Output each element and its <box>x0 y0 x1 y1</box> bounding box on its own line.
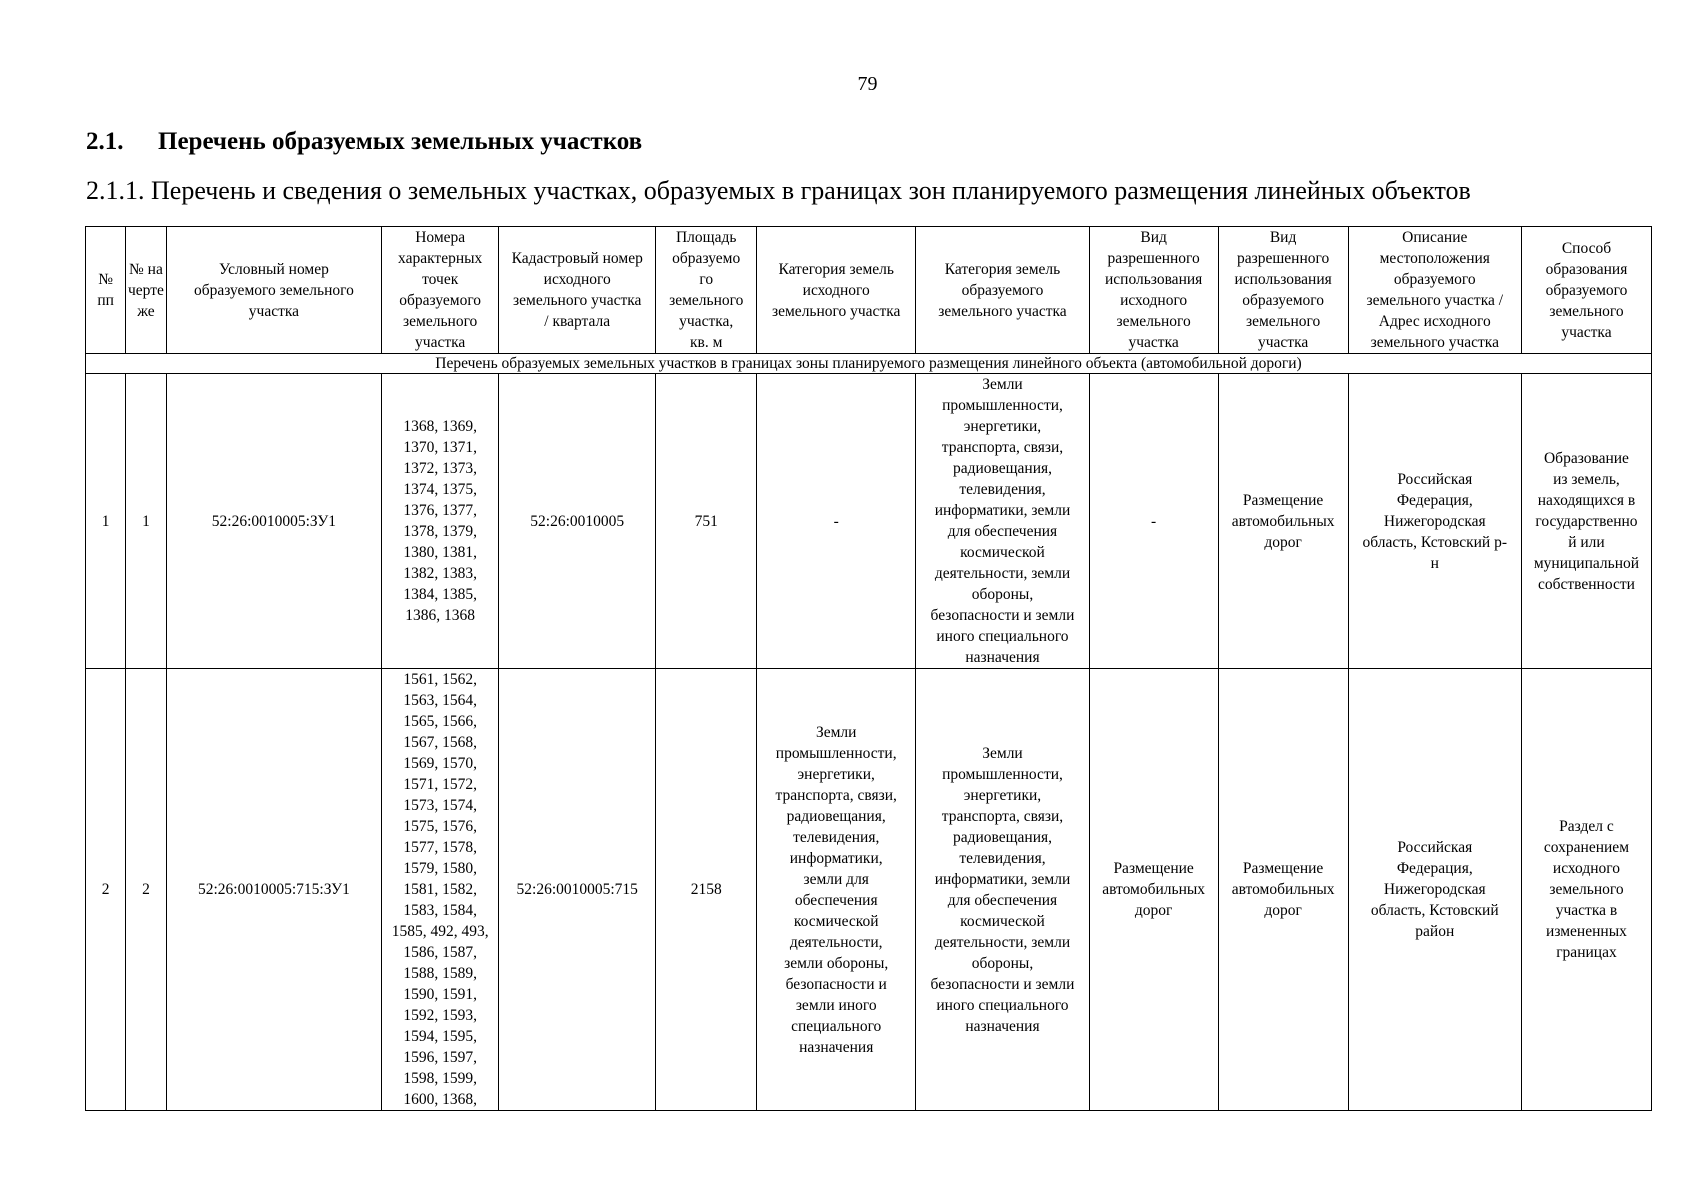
col-header-area: Площадь образуемо го земельного участка, кв. м <box>656 227 757 354</box>
cell-new-use: Размещение автомобильных дорог <box>1218 374 1348 669</box>
cell-source-category: - <box>757 374 916 669</box>
cell-source-use: - <box>1089 374 1218 669</box>
col-header-drawing-no: № на черте же <box>126 227 166 354</box>
col-header-pp: № пп <box>86 227 126 354</box>
cell-method: Раздел с сохранением исходного земельного участка в измененных границах <box>1521 669 1651 1111</box>
section-heading <box>86 128 642 156</box>
col-header-source-use: Вид разрешенного использования исходного земельного участка <box>1089 227 1218 354</box>
cell-conditional-number: 52:26:0010005:ЗУ1 <box>166 374 382 669</box>
cell-new-category: Земли промышленности, энергетики, транспорта, связи, радиовещания, телевидения, информатики, земли для обеспечения космической деятельности, земли обороны, безопасности и земли иного специального назначения <box>916 374 1089 669</box>
cell-pp: 1 <box>86 374 126 669</box>
cell-location: Российская Федерация, Нижегородская область, Кстовский район <box>1348 669 1521 1111</box>
section-title-cell: Перечень образуемых земельных участков в границах зоны планируемого размещения линейного объекта (автомобильной дороги) <box>86 354 1652 374</box>
table-row <box>86 669 1652 1111</box>
col-header-cadastral-number: Кадастровый номер исходного земельного участка / квартала <box>499 227 656 354</box>
table-header-row <box>86 227 1652 354</box>
col-header-source-category: Категория земель исходного земельного участка <box>757 227 916 354</box>
cell-cadastral-number: 52:26:0010005 <box>499 374 656 669</box>
cell-source-category: Земли промышленности, энергетики, транспорта, связи, радиовещания, телевидения, информатики, земли для обеспечения космической деятельности, земли обороны, безопасности и земли иного специального назначения <box>757 669 916 1111</box>
cell-area: 2158 <box>656 669 757 1111</box>
cell-points: 1368, 1369, 1370, 1371, 1372, 1373, 1374, 1375, 1376, 1377, 1378, 1379, 1380, 1381, 1382, 1383, 1384, 1385, 1386, 1368 <box>382 374 499 669</box>
cell-points: 1561, 1562, 1563, 1564, 1565, 1566, 1567, 1568, 1569, 1570, 1571, 1572, 1573, 1574, 1575, 1576, 1577, 1578, 1579, 1580, 1581, 1582, 1583, 1584, 1585, 492, 493, 1586, 1587, 1588, 1589, 1590, 1591, 1592, 1593, 1594, 1595, 1596, 1597, 1598, 1599, 1600, 1368, <box>382 669 499 1111</box>
col-header-new-category: Категория земель образуемого земельного участка <box>916 227 1089 354</box>
cell-location: Российская Федерация, Нижегородская область, Кстовский р- н <box>1348 374 1521 669</box>
cell-new-use: Размещение автомобильных дорог <box>1218 669 1348 1111</box>
section-number: 2.1. <box>86 128 124 155</box>
col-header-location: Описание местоположения образуемого земельного участка / Адрес исходного земельного участка <box>1348 227 1521 354</box>
cell-cadastral-number: 52:26:0010005:715 <box>499 669 656 1111</box>
table-row <box>86 374 1652 669</box>
cell-method: Образование из земель, находящихся в государственно й или муниципальной собственности <box>1521 374 1651 669</box>
table-section-row <box>86 354 1652 374</box>
col-header-conditional-number: Условный номер образуемого земельного участка <box>166 227 382 354</box>
cell-source-use: Размещение автомобильных дорог <box>1089 669 1218 1111</box>
col-header-points: Номера характерных точек образуемого земельного участка <box>382 227 499 354</box>
subsection-heading: 2.1.1. Перечень и сведения о земельных участках, образуемых в границах зон планируемого размещения линейных объектов <box>86 176 1471 205</box>
col-header-new-use: Вид разрешенного использования образуемого земельного участка <box>1218 227 1348 354</box>
cell-conditional-number: 52:26:0010005:715:ЗУ1 <box>166 669 382 1111</box>
section-title: Перечень образуемых земельных участков <box>158 128 643 155</box>
cell-new-category: Земли промышленности, энергетики, транспорта, связи, радиовещания, телевидения, информатики, земли для обеспечения космической деятельности, земли обороны, безопасности и земли иного специального назначения <box>916 669 1089 1111</box>
cell-drawing-no: 2 <box>126 669 166 1111</box>
land-plots-table <box>85 226 1652 1111</box>
col-header-method: Способ образования образуемого земельного участка <box>1521 227 1651 354</box>
cell-pp: 2 <box>86 669 126 1111</box>
cell-area: 751 <box>656 374 757 669</box>
cell-drawing-no: 1 <box>126 374 166 669</box>
page-number: 79 <box>857 73 878 95</box>
